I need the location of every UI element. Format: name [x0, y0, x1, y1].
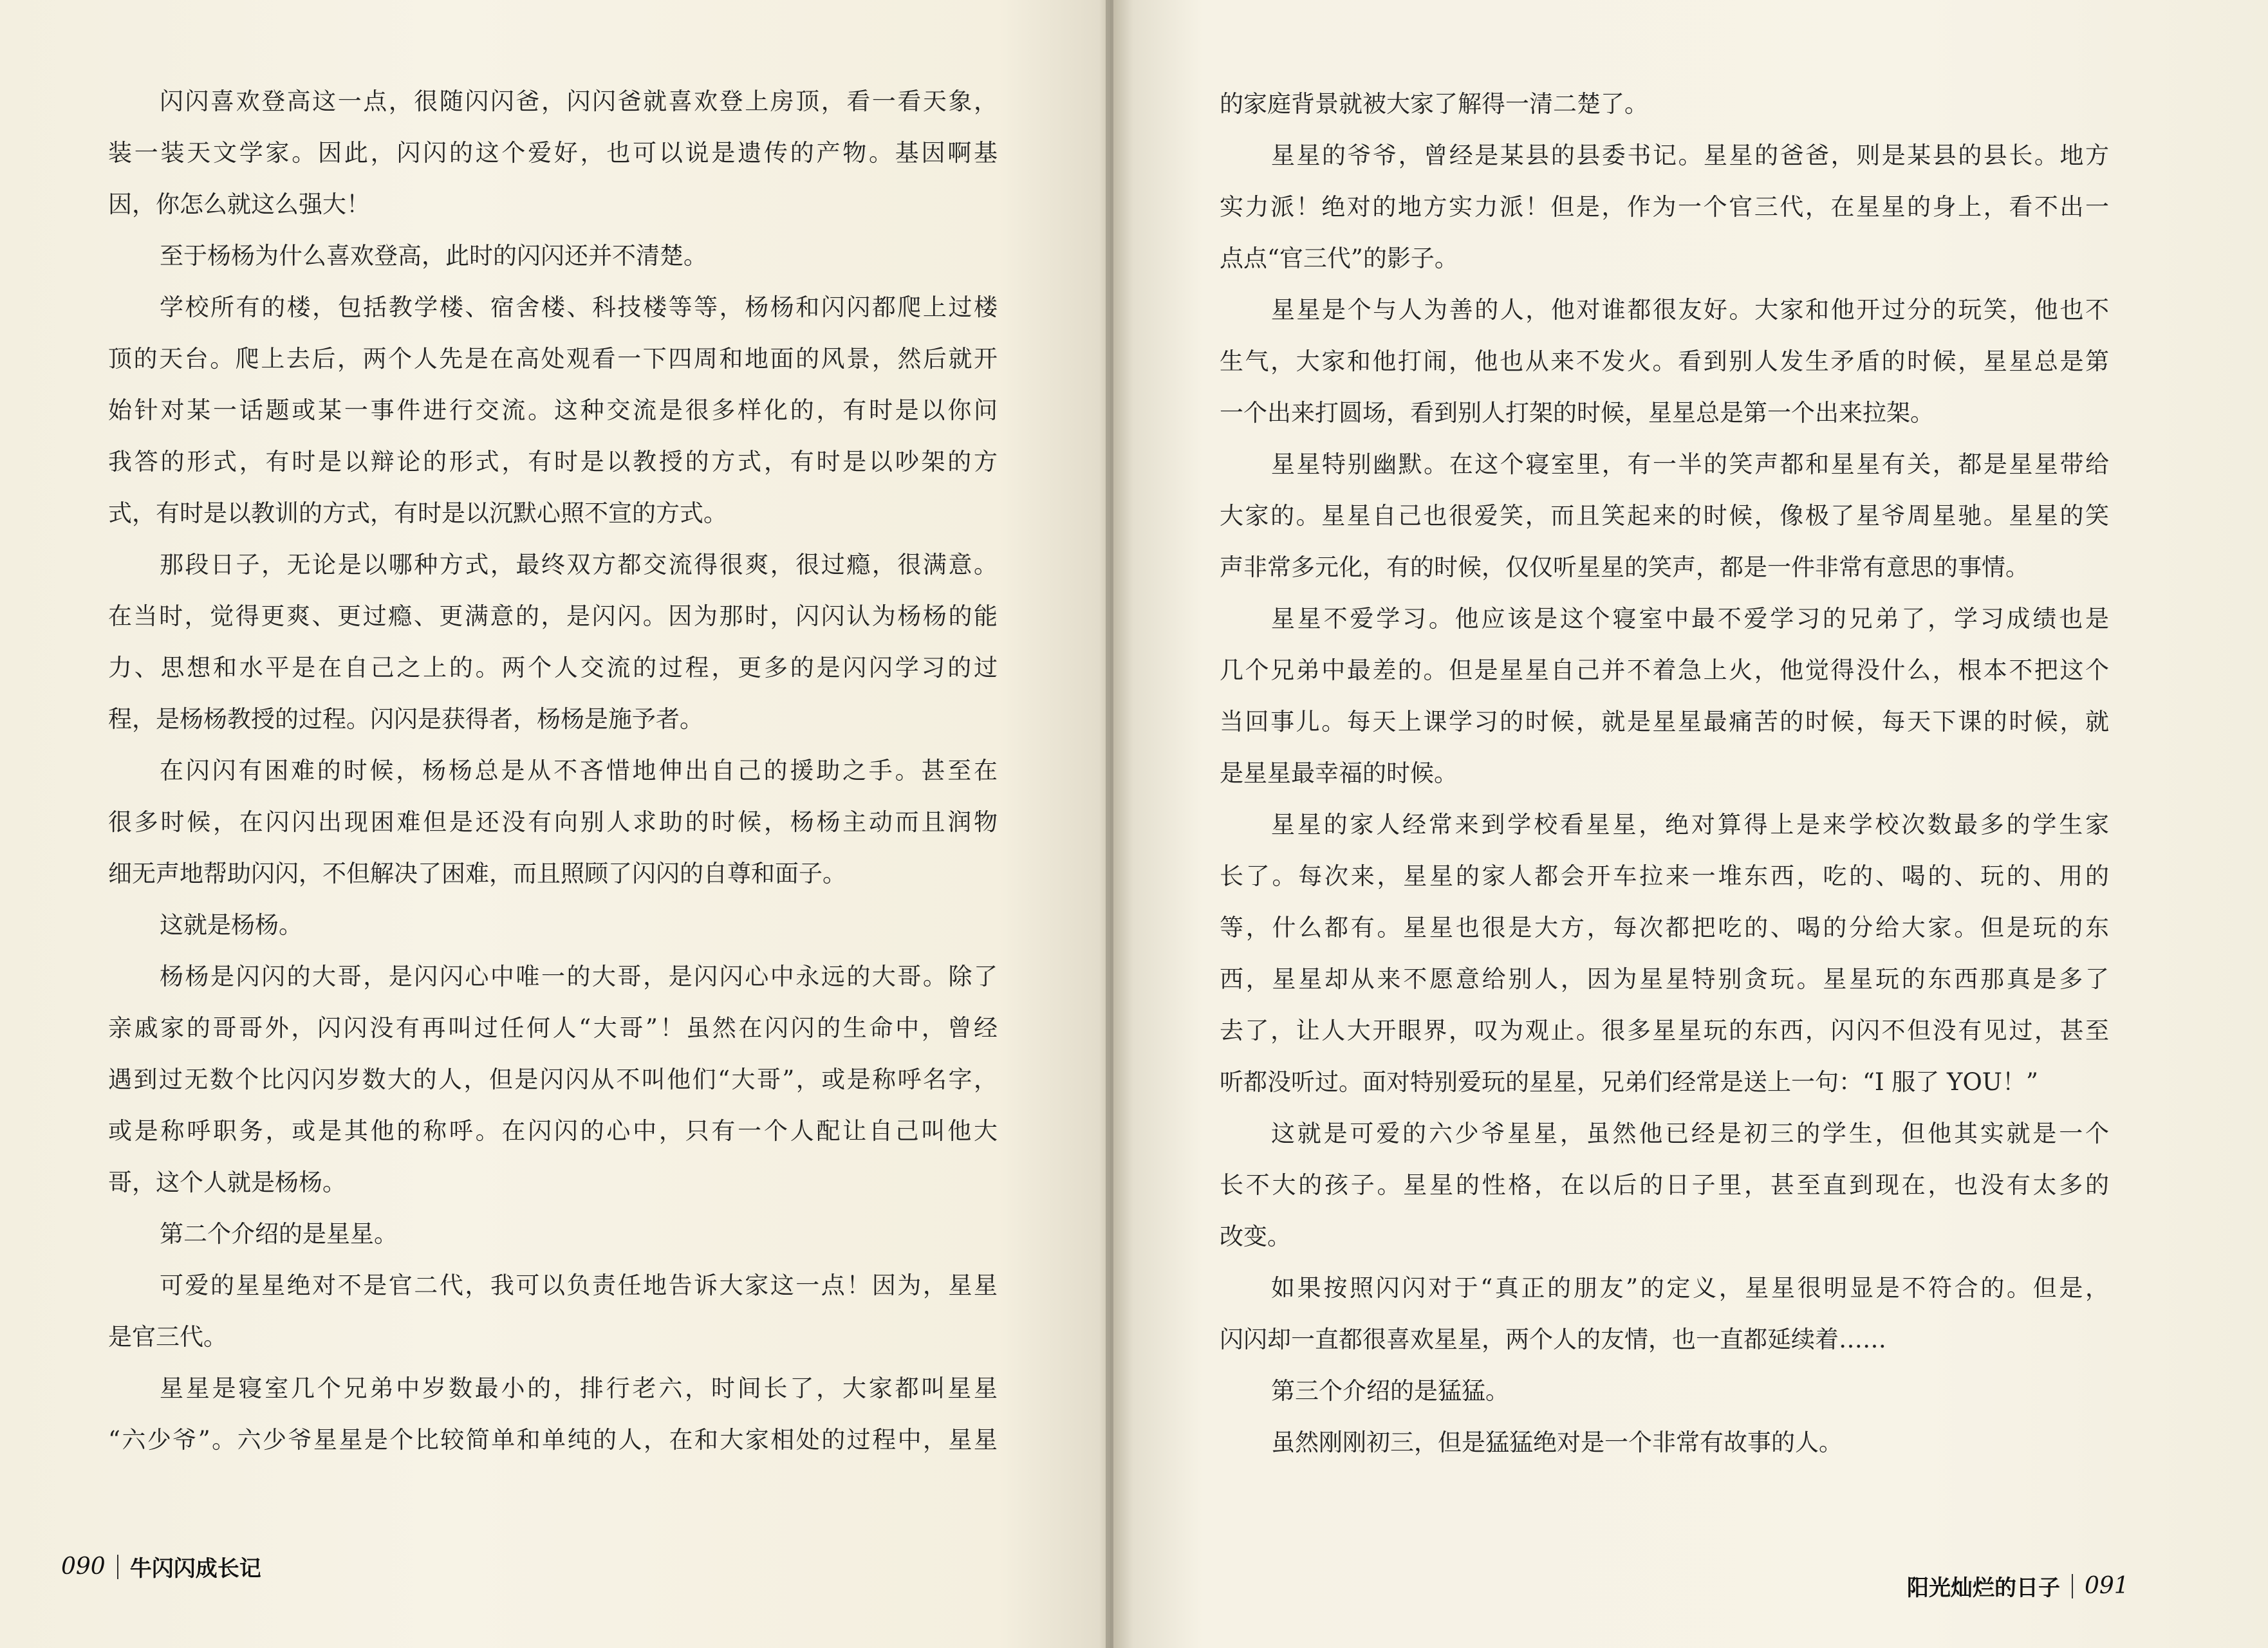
text-line: 去了，让人大开眼界，叹为观止。很多星星玩的东西，闪闪不但没有见过，甚至 — [1220, 1017, 2109, 1044]
paragraph — [108, 76, 998, 230]
text-line: 顶的天台。爬上去后，两个人先是在高处观看一下四周和地面的风景，然后就开 — [108, 345, 998, 373]
text-line: 星星的爷爷，曾经是某县的县委书记。星星的爸爸，则是某县的县长。地方 — [1271, 142, 2109, 169]
page-number: 090 — [61, 1553, 106, 1580]
text-line: 哥，这个人就是杨杨。 — [108, 1169, 346, 1196]
text-line: 如果按照闪闪对于“真正的朋友”的定义，星星很明显是不符合的。但是， — [1271, 1274, 2109, 1302]
text-line: 改变。 — [1220, 1223, 1291, 1250]
text-line: 学校所有的楼，包括教学楼、宿舍楼、科技楼等等，杨杨和闪闪都爬上过楼 — [160, 293, 998, 321]
text-line: 杨杨是闪闪的大哥，是闪闪心中唯一的大哥，是闪闪心中永远的大哥。除了 — [160, 963, 998, 990]
paragraph — [108, 951, 998, 1208]
text-line: 声非常多元化，有的时候，仅仅听星星的笑声，都是一件非常有意思的事情。 — [1220, 553, 2029, 581]
paragraph — [1220, 1417, 2109, 1468]
paragraph — [108, 900, 998, 951]
paragraph — [108, 1260, 998, 1363]
chapter-title: 阳光灿烂的日子 — [1907, 1575, 2060, 1601]
paragraph — [108, 1208, 998, 1260]
paragraph — [1220, 439, 2109, 593]
text-line: 当回事儿。每天上课学习的时候，就是星星最痛苦的时候，每天下课的时候，就 — [1220, 708, 2109, 736]
book-gutter — [1106, 0, 1113, 1648]
text-line: 长了。每次来，星星的家人都会开车拉来一堆东西，吃的、喝的、玩的、用的 — [1220, 862, 2109, 890]
paragraph — [1220, 79, 2109, 130]
text-line: 在闪闪有困难的时候，杨杨总是从不吝惜地伸出自己的援助之手。甚至在 — [160, 757, 998, 784]
text-line: 实力派！绝对的地方实力派！但是，作为一个官三代，在星星的身上，看不出一 — [1220, 193, 2109, 221]
text-line: 细无声地帮助闪闪，不但解决了困难，而且照顾了闪闪的自尊和面子。 — [108, 860, 846, 887]
text-line: 闪闪却一直都很喜欢星星，两个人的友情，也一直都延续着…… — [1220, 1326, 1886, 1353]
text-line: 长不大的孩子。星星的性格，在以后的日子里，甚至直到现在，也没有太多的 — [1220, 1171, 2109, 1199]
text-line: 星星是寝室几个兄弟中岁数最小的，排行老六，时间长了，大家都叫星星 — [160, 1375, 998, 1402]
book-title: 牛闪闪成长记 — [129, 1556, 261, 1582]
text-line: 西，星星却从来不愿意给别人，因为星星特别贪玩。星星玩的东西那真是多了 — [1220, 965, 2109, 993]
right-page-footer — [1907, 1570, 2129, 1602]
text-line: 在当时，觉得更爽、更过瘾、更满意的，是闪闪。因为那时，闪闪认为杨杨的能 — [108, 602, 998, 630]
text-line: 或是称呼职务，或是其他的称呼。在闪闪的心中，只有一个人配让自己叫他大 — [108, 1117, 998, 1145]
text-line: 始针对某一话题或某一事件进行交流。这种交流是很多样化的，有时是以你问 — [108, 396, 998, 424]
footer-divider — [117, 1555, 118, 1579]
text-line: 闪闪喜欢登高这一点，很随闪闪爸，闪闪爸就喜欢登上房顶，看一看天象， — [160, 88, 998, 115]
text-line: 我答的形式，有时是以辩论的形式，有时是以教授的方式，有时是以吵架的方 — [108, 448, 998, 476]
paragraph — [1220, 284, 2109, 439]
paragraph — [1220, 1366, 2109, 1417]
text-line: 星星是个与人为善的人，他对谁都很友好。大家和他开过分的玩笑，他也不 — [1271, 296, 2109, 324]
text-line: 几个兄弟中最差的。但是星星自己并不着急上火，他觉得没什么，根本不把这个 — [1220, 656, 2109, 684]
paragraph — [108, 230, 998, 282]
text-line: 星星的家人经常来到学校看星星，绝对算得上是来学校次数最多的学生家 — [1271, 811, 2109, 838]
text-line: 因，你怎么就这么强大！ — [108, 190, 370, 218]
right-page — [1110, 0, 2268, 1648]
text-line: 程，是杨杨教授的过程。闪闪是获得者，杨杨是施予者。 — [108, 705, 703, 733]
text-line: 虽然刚刚初三，但是猛猛绝对是一个非常有故事的人。 — [1271, 1429, 1843, 1456]
text-line: 等，什么都有。星星也很是大方，每次都把吃的、喝的分给大家。但是玩的东 — [1220, 914, 2109, 941]
paragraph — [1220, 1263, 2109, 1366]
text-line: 这就是杨杨。 — [160, 911, 302, 939]
paragraph — [108, 1363, 998, 1466]
paragraph — [108, 745, 998, 900]
text-line: 的家庭背景就被大家了解得一清二楚了。 — [1220, 90, 1648, 118]
paragraph — [1220, 799, 2109, 1108]
paragraph — [1220, 1108, 2109, 1263]
text-line: “六少爷”。六少爷星星是个比较简单和单纯的人，在和大家相处的过程中，星星 — [108, 1426, 998, 1454]
text-line: 很多时候，在闪闪出现困难但是还没有向别人求助的时候，杨杨主动而且润物 — [108, 808, 998, 836]
text-line: 至于杨杨为什么喜欢登高，此时的闪闪还并不清楚。 — [160, 242, 707, 270]
left-page-footer — [61, 1551, 261, 1582]
text-line: 点点“官三代”的影子。 — [1220, 245, 1458, 272]
text-line: 是官三代。 — [108, 1323, 227, 1351]
text-line: 星星特别幽默。在这个寝室里，有一半的笑声都和星星有关，都是星星带给 — [1271, 450, 2109, 478]
text-line: 第三个介绍的是猛猛。 — [1271, 1377, 1509, 1405]
text-line: 遇到过无数个比闪闪岁数大的人，但是闪闪从不叫他们“大哥”，或是称呼名字， — [108, 1066, 998, 1093]
footer-divider — [2072, 1574, 2073, 1598]
text-line: 一个出来打圆场，看到别人打架的时候，星星总是第一个出来拉架。 — [1220, 399, 1934, 427]
text-line: 力、思想和水平是在自己之上的。两个人交流的过程，更多的是闪闪学习的过 — [108, 654, 998, 681]
text-line: 亲戚家的哥哥外，闪闪没有再叫过任何人“大哥”！虽然在闪闪的生命中，曾经 — [108, 1014, 998, 1042]
paragraph — [1220, 593, 2109, 799]
text-line: 是星星最幸福的时候。 — [1220, 759, 1458, 787]
text-line: 听都没听过。面对特别爱玩的星星，兄弟们经常是送上一句：“I 服了 YOU！” — [1220, 1068, 2038, 1096]
paragraph — [108, 282, 998, 539]
text-line: 装一装天文学家。因此，闪闪的这个爱好，也可以说是遗传的产物。基因啊基 — [108, 139, 998, 167]
text-line: 这就是可爱的六少爷星星，虽然他已经是初三的学生，但他其实就是一个 — [1271, 1120, 2109, 1147]
paragraph — [1220, 130, 2109, 284]
paragraph — [108, 539, 998, 745]
text-line: 那段日子，无论是以哪种方式，最终双方都交流得很爽，很过瘾，很满意。 — [160, 551, 998, 579]
left-page — [0, 0, 1110, 1648]
text-line: 星星不爱学习。他应该是这个寝室中最不爱学习的兄弟了，学习成绩也是 — [1271, 605, 2109, 633]
text-line: 第二个介绍的是星星。 — [160, 1220, 398, 1248]
text-line: 大家的。星星自己也很爱笑，而且笑起来的时候，像极了星爷周星驰。星星的笑 — [1220, 502, 2109, 530]
left-page-body — [108, 76, 998, 1466]
text-line: 式，有时是以教训的方式，有时是以沉默心照不宣的方式。 — [108, 499, 727, 527]
page-number: 091 — [2085, 1573, 2129, 1599]
right-page-body — [1220, 79, 2109, 1468]
text-line: 生气，大家和他打闹，他也从来不发火。看到别人发生矛盾的时候，星星总是第 — [1220, 347, 2109, 375]
text-line: 可爱的星星绝对不是官二代，我可以负责任地告诉大家这一点！因为，星星 — [160, 1272, 998, 1299]
